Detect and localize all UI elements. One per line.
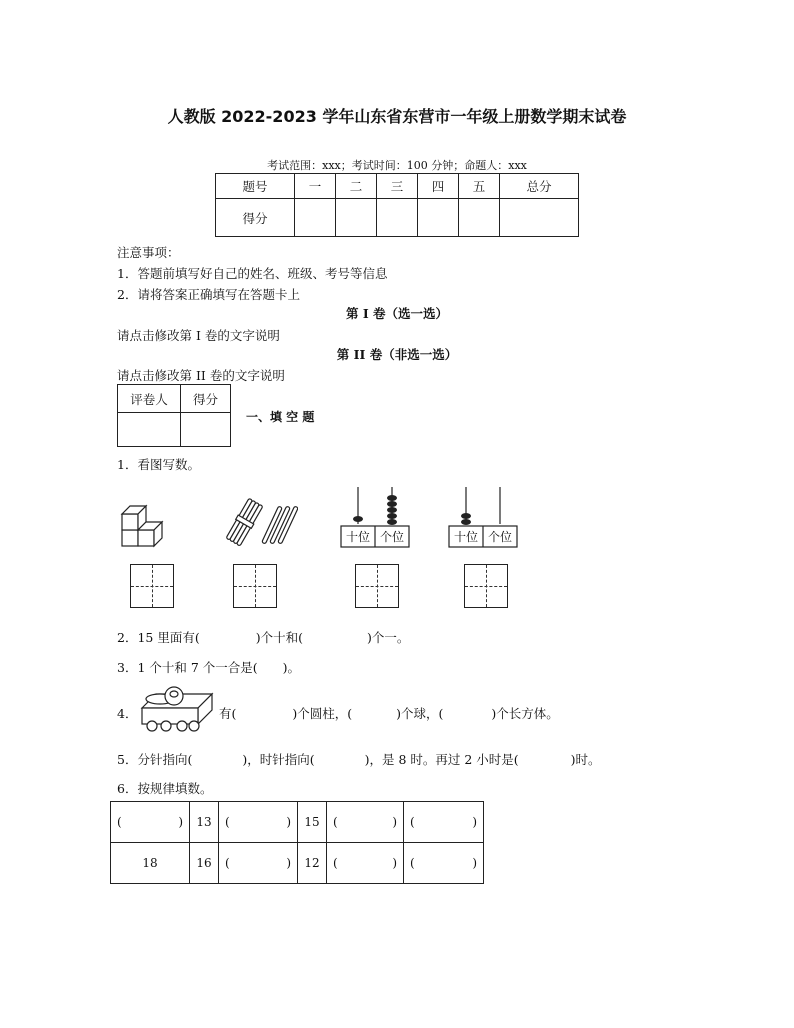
score-cell[interactable] xyxy=(376,199,417,237)
seq-cell[interactable]: ( ) xyxy=(219,843,298,884)
grader-score-cell[interactable] xyxy=(181,413,231,447)
ones-label: 个位 xyxy=(379,530,404,544)
abacus-2 xyxy=(448,484,518,550)
sequence-table xyxy=(110,801,484,884)
q1-text: 1．看图写数。 xyxy=(117,457,200,472)
score-cell[interactable] xyxy=(335,199,376,237)
part1-note[interactable]: 请点击修改第 I 卷的文字说明 xyxy=(117,328,280,343)
seq-cell[interactable]: ( ) xyxy=(111,802,190,843)
section-title: 一、填 空 题 xyxy=(246,410,315,424)
seq-cell: 16 xyxy=(190,843,219,884)
q6-text: 6．按规律填数。 xyxy=(117,781,213,796)
notice-item: 2．请将答案正确填写在答题卡上 xyxy=(117,287,300,302)
score-header: 三 xyxy=(376,174,417,199)
answer-grid-4[interactable] xyxy=(464,564,508,608)
score-header: 五 xyxy=(459,174,500,199)
part1-title: 第 I 卷（选一选） xyxy=(345,306,449,321)
notice-item: 1．答题前填写好自己的姓名、班级、考号等信息 xyxy=(117,266,388,281)
seq-cell[interactable]: ( ) xyxy=(327,843,404,884)
seq-cell: 13 xyxy=(190,802,219,843)
cubes-figure xyxy=(118,500,176,552)
grader-cell[interactable] xyxy=(118,413,181,447)
sticks-figure xyxy=(226,497,298,549)
q4-text: 有( )个圆柱，( )个球，( )个长方体。 xyxy=(219,706,559,721)
q2-text: 2．15 里面有( )个十和( )个一。 xyxy=(117,630,410,645)
part2-note[interactable]: 请点击修改第 II 卷的文字说明 xyxy=(117,368,285,383)
score-header: 二 xyxy=(335,174,376,199)
grader-label: 评卷人 xyxy=(118,385,181,413)
seq-cell: 12 xyxy=(298,843,327,884)
answer-grid-3[interactable] xyxy=(355,564,399,608)
grader-table xyxy=(117,384,231,447)
seq-cell[interactable]: ( ) xyxy=(219,802,298,843)
q3-text: 3．1 个十和 7 个一合是( )。 xyxy=(117,660,301,675)
abacus-1 xyxy=(340,484,410,550)
seq-cell[interactable]: ( ) xyxy=(404,802,484,843)
answer-grid-2[interactable] xyxy=(233,564,277,608)
score-table xyxy=(215,173,579,237)
seq-cell: 18 xyxy=(111,843,190,884)
toy-car-figure xyxy=(138,684,218,734)
q5-text: 5．分针指向( )，时针指向( )，是 8 时。再过 2 小时是( )时。 xyxy=(117,752,601,767)
score-cell[interactable] xyxy=(294,199,335,237)
score-header: 一 xyxy=(294,174,335,199)
score-header: 四 xyxy=(418,174,459,199)
score-row-label: 得分 xyxy=(216,199,295,237)
q4-number: 4． xyxy=(117,706,138,721)
exam-meta: 考试范围：xxx；考试时间：100 分钟；命题人：xxx xyxy=(267,159,527,172)
score-cell[interactable] xyxy=(500,199,579,237)
score-header: 总分 xyxy=(500,174,579,199)
seq-cell[interactable]: ( ) xyxy=(404,843,484,884)
seq-cell[interactable]: ( ) xyxy=(327,802,404,843)
page-title: 人教版 2022-2023 学年山东省东营市一年级上册数学期末试卷 xyxy=(167,107,627,126)
ones-label: 个位 xyxy=(487,530,512,544)
grader-score-label: 得分 xyxy=(181,385,231,413)
part2-title: 第 II 卷（非选一选） xyxy=(336,347,458,362)
answer-grid-1[interactable] xyxy=(130,564,174,608)
score-header: 题号 xyxy=(216,174,295,199)
seq-cell: 15 xyxy=(298,802,327,843)
tens-label: 十位 xyxy=(453,530,478,544)
notice-heading: 注意事项： xyxy=(117,245,180,260)
tens-label: 十位 xyxy=(345,530,370,544)
score-cell[interactable] xyxy=(459,199,500,237)
score-cell[interactable] xyxy=(418,199,459,237)
